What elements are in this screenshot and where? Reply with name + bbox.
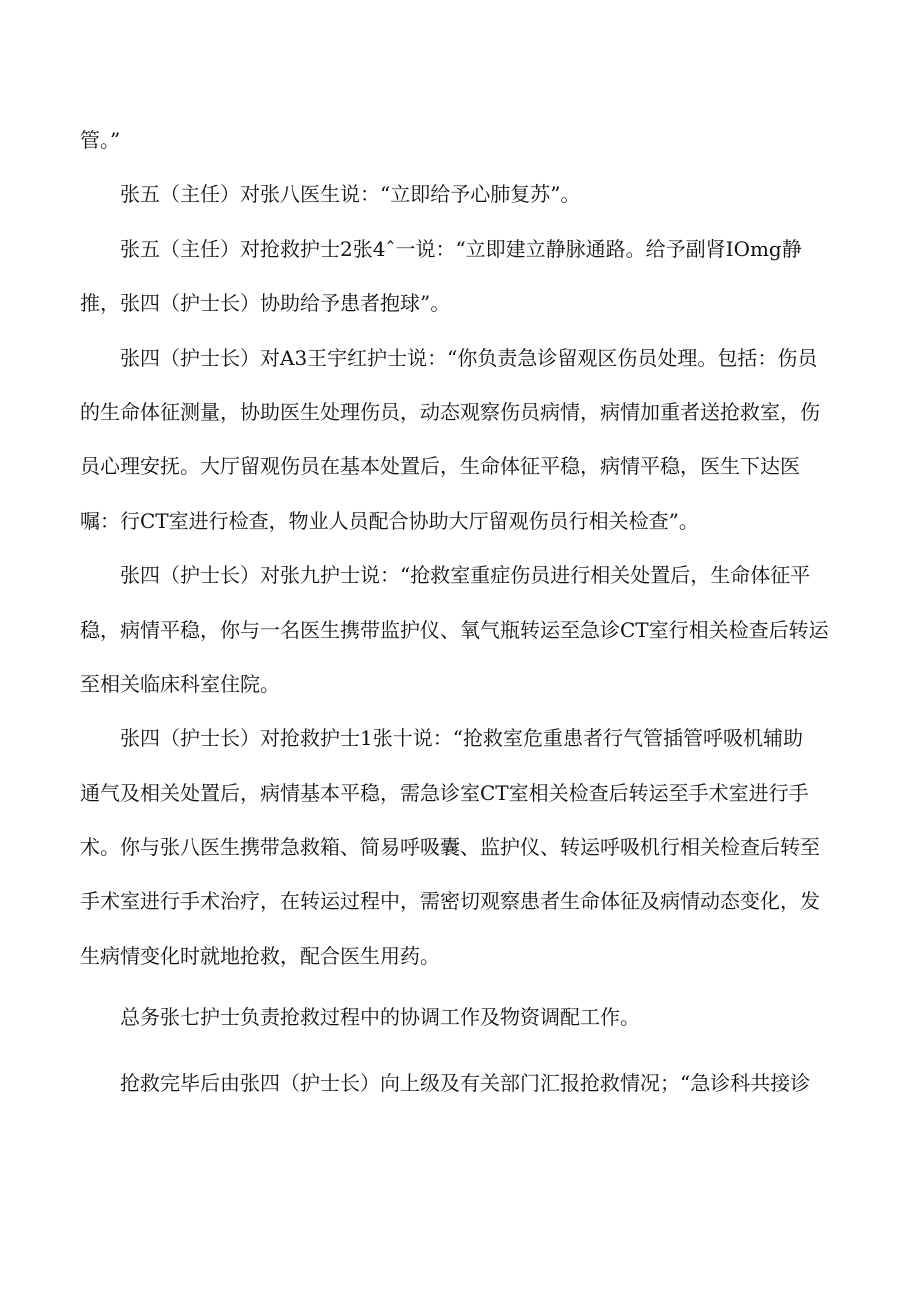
text-line: 张四（护士长）对A3王宇红护士说：“你负责急诊留观区伤员处理。包括：伤员: [120, 345, 818, 370]
text-line: 通气及相关处置后，病情基本平稳，需急诊室CT室相关检查后转运至手术室进行手: [80, 780, 809, 805]
text-line: 手术室进行手术治疗，在转运过程中，需密切观察患者生命体征及病情动态变化，发: [80, 889, 820, 914]
paragraph-critical-transfer: [80, 711, 826, 983]
text-line: 员心理安抚。大厅留观伤员在基本处置后，生命体征平稳，病情平稳，医生下达医: [80, 454, 800, 479]
document-body: [80, 113, 829, 1110]
text-line: 的生命体征测量，协助医生处理伤员，动态观察伤员病情，病情加重者送抢救室，伤: [80, 399, 820, 424]
paragraph-report: [80, 1056, 826, 1110]
text-line: 稳，病情平稳，你与一名医生携带监护仪、氧气瓶转运至急诊CT室行相关检查后转运: [80, 617, 829, 642]
text-line: 张四（护士长）对张九护士说：“抢救室重症伤员进行相关处置后，生命体征平: [120, 563, 811, 588]
text-line: 推，张四（护士长）协助给予患者抱球”。: [80, 291, 451, 316]
text-line: 术。你与张八医生携带急救箱、简易呼吸囊、监护仪、转运呼吸机行相关检查后转至: [80, 835, 820, 860]
paragraph-observation-area: [80, 331, 826, 549]
text-line: 张五（主任）对抢救护士2张4ˆ一说：“立即建立静脉通路。给予副肾IOmg静: [120, 236, 802, 261]
paragraph-continued: [80, 113, 826, 167]
paragraph-iv-order: [80, 222, 826, 331]
text-line: 总务张七护士负责抢救过程中的协调工作及物资调配工作。: [120, 1005, 640, 1030]
paragraph-severe-transfer: [80, 548, 829, 711]
paragraph-cpr-order: [80, 167, 826, 221]
text-line: 张四（护士长）对抢救护士1张十说：“抢救室危重患者行气管插管呼吸机辅助: [120, 726, 803, 751]
text-line: 生病情变化时就地抢救，配合医生用药。: [80, 943, 440, 968]
text-line: 张五（主任）对张八医生说：“立即给予心肺复苏”。: [120, 182, 581, 207]
text-line: 嘱：行CT室进行检查，物业人员配合协助大厅留观伤员行相关检查”。: [80, 508, 699, 533]
text-line: 管。”: [80, 128, 121, 152]
text-line: 至相关临床科室住院。: [80, 671, 280, 696]
text-line: 抢救完毕后由张四（护士长）向上级及有关部门汇报抢救情况；“急诊科共接诊: [120, 1070, 811, 1095]
paragraph-coordination: [80, 990, 826, 1044]
